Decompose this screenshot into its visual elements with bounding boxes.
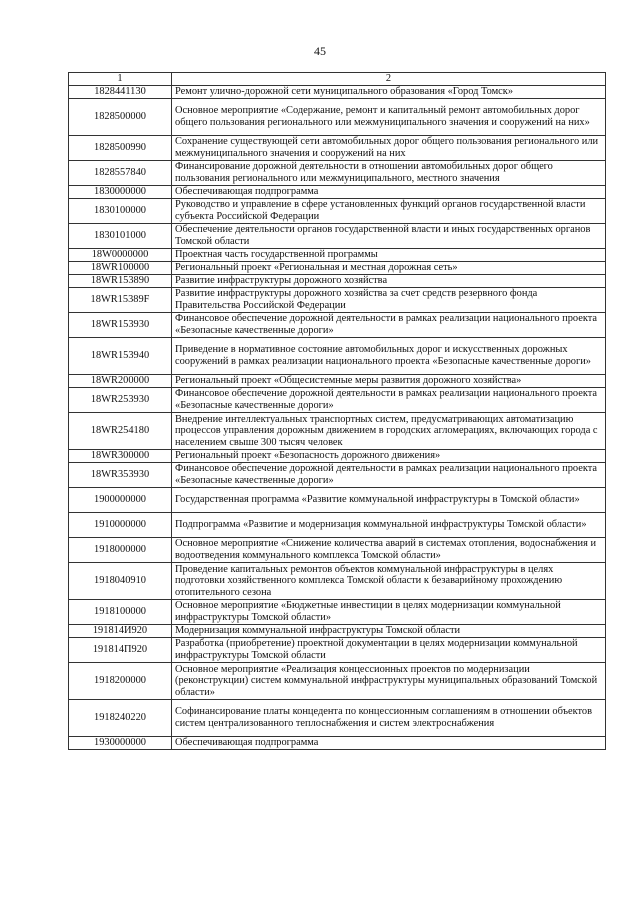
row-code: 1828441130 [69, 86, 172, 99]
row-description: Модернизация коммунальной инфраструктуры Томской области [172, 625, 606, 638]
table-row [69, 262, 606, 275]
row-code: 1930000000 [69, 737, 172, 750]
table-body [69, 86, 606, 750]
row-description: Внедрение интеллектуальных транспортных систем, предусматривающих автоматизацию процессов управления дорожным движением в городских агломерациях, включающих города с населением свыше 300 тысяч человек [172, 413, 606, 450]
table-row [69, 161, 606, 186]
table-row [69, 663, 606, 700]
row-code: 18WR200000 [69, 375, 172, 388]
row-description: Софинансирование платы концедента по концессионным соглашениям в отношении объектов систем централизованного теплоснабжения и систем электроснабжения [172, 700, 606, 737]
row-description: Государственная программа «Развитие коммунальной инфраструктуры в Томской области» [172, 488, 606, 513]
table-header-row [69, 73, 606, 86]
page-number: 45 [314, 44, 326, 58]
row-description: Сохранение существующей сети автомобильных дорог общего пользования регионального или межмуниципального значения и сооружений на них [172, 136, 606, 161]
row-code: 18W0000000 [69, 249, 172, 262]
row-description: Ремонт улично-дорожной сети муниципального образования «Город Томск» [172, 86, 606, 99]
row-description: Финансовое обеспечение дорожной деятельности в рамках реализации национального проекта «Безопасные качественные дороги» [172, 463, 606, 488]
row-description: Финансовое обеспечение дорожной деятельности в рамках реализации национального проекта «Безопасные качественные дороги» [172, 313, 606, 338]
row-description: Развитие инфраструктуры дорожного хозяйства за счет средств резервного фонда Правительства Российской Федерации [172, 288, 606, 313]
row-code: 1918200000 [69, 663, 172, 700]
table-row [69, 625, 606, 638]
row-description: Финансирование дорожной деятельности в отношении автомобильных дорог общего пользования регионального или межмуниципального, местного значения [172, 161, 606, 186]
table-row [69, 538, 606, 563]
row-description: Региональный проект «Региональная и местная дорожная сеть» [172, 262, 606, 275]
row-code: 18WR253930 [69, 388, 172, 413]
row-code: 1828557840 [69, 161, 172, 186]
table-row [69, 700, 606, 737]
row-description: Развитие инфраструктуры дорожного хозяйства [172, 275, 606, 288]
row-description: Обеспечивающая подпрограмма [172, 186, 606, 199]
row-code: 1828500990 [69, 136, 172, 161]
table-row [69, 513, 606, 538]
row-description: Разработка (приобретение) проектной документации в целях модернизации коммунальной инфраструктуры Томской области [172, 638, 606, 663]
row-description: Финансовое обеспечение дорожной деятельности в рамках реализации национального проекта «Безопасные качественные дороги» [172, 388, 606, 413]
row-code: 18WR153940 [69, 338, 172, 375]
table-row [69, 313, 606, 338]
table-row [69, 463, 606, 488]
row-code: 18WR300000 [69, 450, 172, 463]
table-row [69, 249, 606, 262]
row-code: 1918100000 [69, 600, 172, 625]
column-header-2: 2 [172, 73, 606, 86]
table-row [69, 413, 606, 450]
row-code: 18WR100000 [69, 262, 172, 275]
table-row [69, 563, 606, 600]
row-description: Региональный проект «Общесистемные меры развития дорожного хозяйства» [172, 375, 606, 388]
row-description: Основное мероприятие «Снижение количества аварий в системах отопления, водоснабжения и водоотведения коммунального комплекса Томской области» [172, 538, 606, 563]
table-row [69, 338, 606, 375]
row-description: Проектная часть государственной программы [172, 249, 606, 262]
row-description: Приведение в нормативное состояние автомобильных дорог и искусственных дорожных сооружений в рамках реализации национального проекта «Безопасные качественные дороги» [172, 338, 606, 375]
table-row [69, 199, 606, 224]
row-description: Руководство и управление в сфере установленных функций органов государственной власти субъекта Российской Федерации [172, 199, 606, 224]
row-description: Подпрограмма «Развитие и модернизация коммунальной инфраструктуры Томской области» [172, 513, 606, 538]
row-code: 18WR153890 [69, 275, 172, 288]
table-row [69, 288, 606, 313]
table-row [69, 224, 606, 249]
row-code: 18WR254180 [69, 413, 172, 450]
table-row [69, 450, 606, 463]
row-code: 1830000000 [69, 186, 172, 199]
row-code: 191814И920 [69, 625, 172, 638]
row-code: 18WR15389F [69, 288, 172, 313]
budget-code-table [68, 72, 606, 750]
table-row [69, 86, 606, 99]
table-row [69, 737, 606, 750]
row-description: Обеспечение деятельности органов государственной власти и иных государственных органов Томской области [172, 224, 606, 249]
row-description: Обеспечивающая подпрограмма [172, 737, 606, 750]
table-row [69, 275, 606, 288]
row-code: 1918000000 [69, 538, 172, 563]
row-code: 1900000000 [69, 488, 172, 513]
row-description: Основное мероприятие «Бюджетные инвестиции в целях модернизации коммунальной инфраструктуры Томской области» [172, 600, 606, 625]
row-description: Основное мероприятие «Реализация концессионных проектов по модернизации (реконструкции) систем коммунальной инфраструктуры муниципальных образований Томской области» [172, 663, 606, 700]
row-code: 1910000000 [69, 513, 172, 538]
row-code: 191814П920 [69, 638, 172, 663]
table-row [69, 186, 606, 199]
row-description: Проведение капитальных ремонтов объектов коммунальной инфраструктуры в целях подготовки хозяйственного комплекса Томской области к безаварийному прохождению отопительного сезона [172, 563, 606, 600]
row-code: 18WR153930 [69, 313, 172, 338]
table-row [69, 136, 606, 161]
row-code: 1918240220 [69, 700, 172, 737]
table-row [69, 638, 606, 663]
row-code: 1918040910 [69, 563, 172, 600]
table-row [69, 99, 606, 136]
row-code: 1830100000 [69, 199, 172, 224]
row-code: 1828500000 [69, 99, 172, 136]
column-header-1: 1 [69, 73, 172, 86]
row-description: Основное мероприятие «Содержание, ремонт и капитальный ремонт автомобильных дорог общего пользования регионального или межмуниципального значения и сооружений на них» [172, 99, 606, 136]
row-description: Региональный проект «Безопасность дорожного движения» [172, 450, 606, 463]
table-row [69, 488, 606, 513]
table-row [69, 600, 606, 625]
table-row [69, 388, 606, 413]
row-code: 1830101000 [69, 224, 172, 249]
table-row [69, 375, 606, 388]
row-code: 18WR353930 [69, 463, 172, 488]
